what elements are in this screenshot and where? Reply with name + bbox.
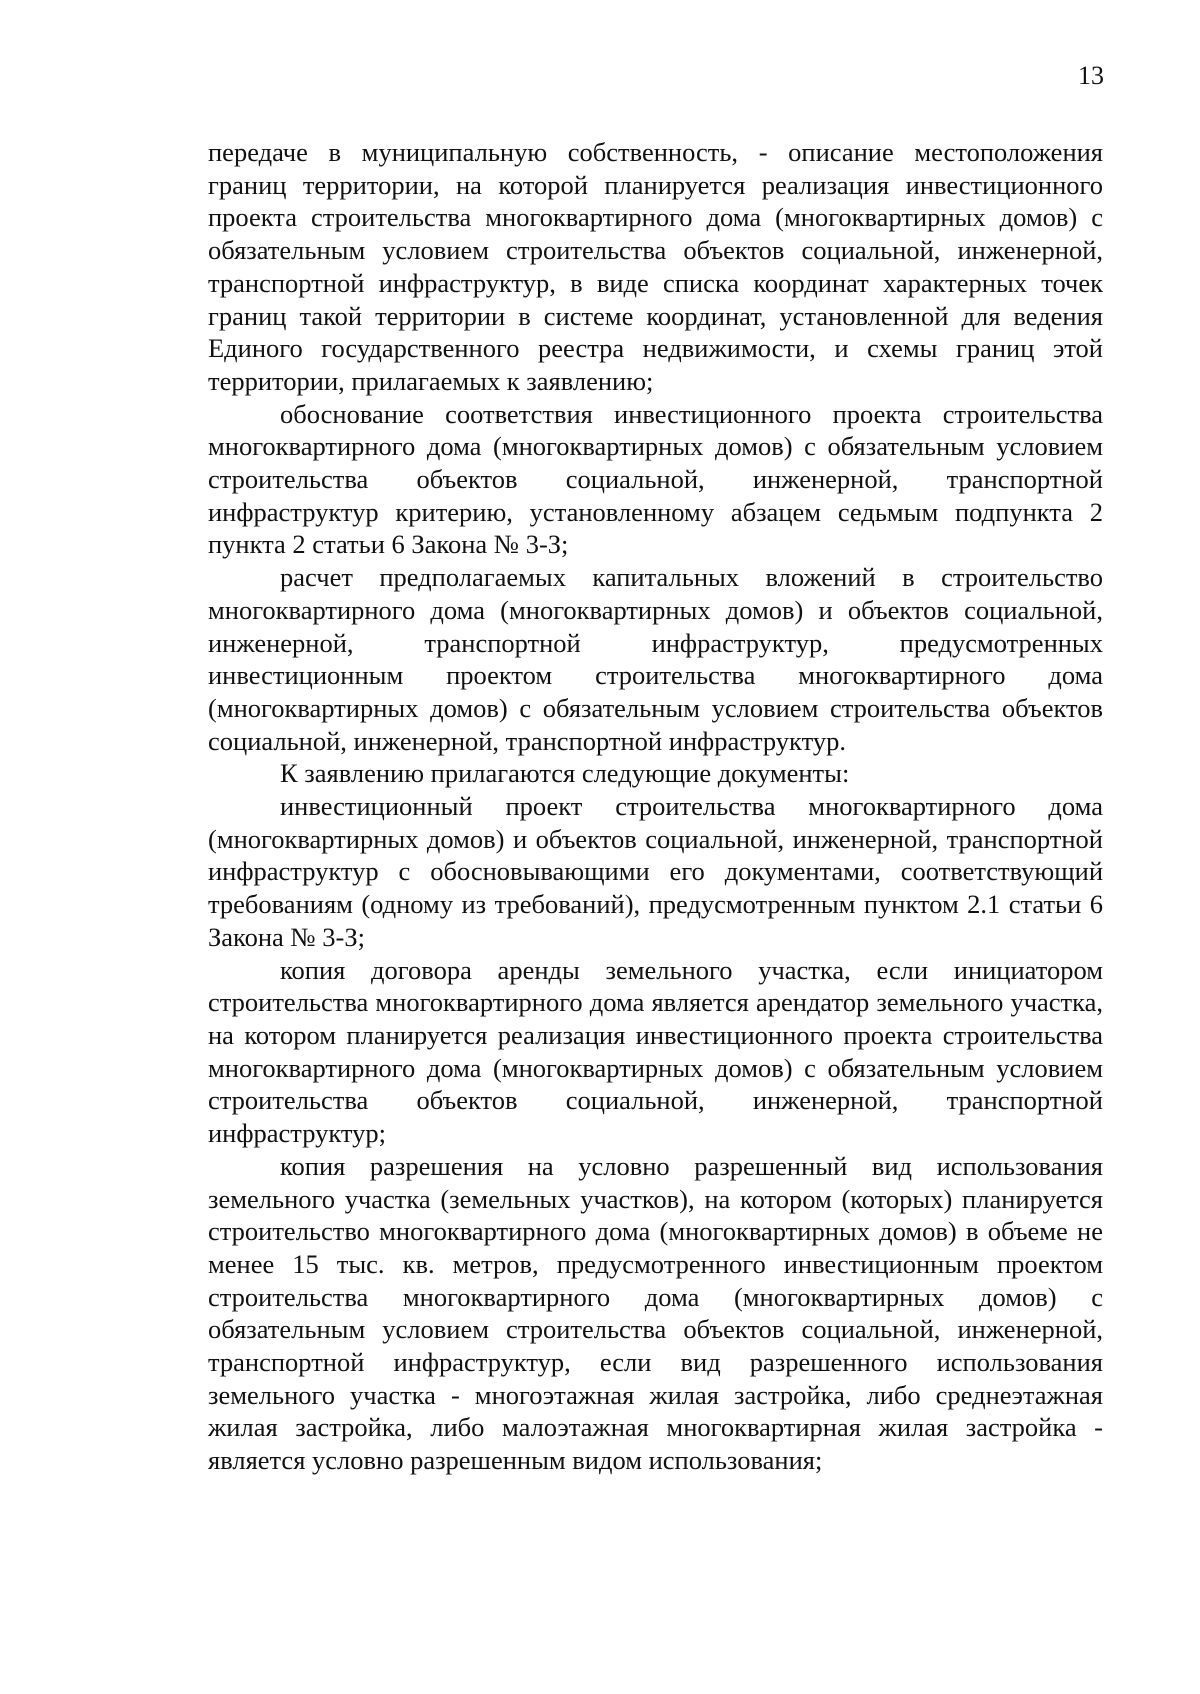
paragraph-investment-calculation: расчет предполагаемых капитальных вложений в строительство многоквартирного дома (многоквартирных домов) и объектов социальной, инженерной, транспортной инфраструктур, предусмотренных инвестиционным проектом строительства многоквартирного дома (многоквартирных домов) с обязательным условием строительства объектов социальной, инженерной, транспортной инфраструктур. <box>208 562 1103 756</box>
paragraph-location-description: передаче в муниципальную собственность, - описание местоположения границ территории, на которой планируется реализация инвестиционного проекта строительства многоквартирного дома (многоквартирных домов) с обязательным условием строительства объектов социальной, инженерной, транспортной инфраструктур, в виде списка координат характерных точек границ такой территории в системе координат, установленной для ведения Единого государственного реестра недвижимости, и схемы границ этой территории, прилагаемых к заявлению; <box>208 137 1103 396</box>
paragraph-conditional-use-permit-copy: копия разрешения на условно разрешенный вид использования земельного участка (земельных участков), на котором (которых) планируется строительство многоквартирного дома (многоквартирных домов) в объеме не менее 15 тыс. кв. метров, предусмотренного инвестиционным проектом строительства многоквартирного дома (многоквартирных домов) с обязательным условием строительства объектов социальной, инженерной, транспортной инфраструктур, если вид разрешенного использования земельного участка - многоэтажная жилая застройка, либо среднеэтажная жилая застройка, либо малоэтажная многоквартирная жилая застройка - является условно разрешенным видом использования; <box>208 1150 1103 1476</box>
paragraph-attached-documents-intro: К заявлению прилагаются следующие документы: <box>280 758 850 789</box>
paragraph-lease-contract-copy: копия договора аренды земельного участка, если инициатором строительства многоквартирного дома является арендатор земельного участка, на котором планируется реализация инвестиционного проекта строительства многоквартирного дома (многоквартирных домов) с обязательным условием строительства объектов социальной, инженерной, транспортной инфраструктур; <box>208 954 1103 1149</box>
paragraph-investment-project: инвестиционный проект строительства многоквартирного дома (многоквартирных домов) и объектов социальной, инженерной, транспортной инфраструктур с обосновывающими его документами, соответствующий требованиям (одному из требований), предусмотренным пунктом 2.1 статьи 6 Закона № 3-З; <box>208 791 1103 952</box>
page-number: 13 <box>1078 61 1104 90</box>
document-body <box>208 136 1103 1477</box>
paragraph-justification: обоснование соответствия инвестиционного проекта строительства многоквартирного дома (многоквартирных домов) с обязательным условием строительства объектов социальной, инженерной, транспортной инфраструктур критерию, установленному абзацем седьмым подпункта 2 пункта 2 статьи 6 Закона № 3-З; <box>208 398 1103 560</box>
